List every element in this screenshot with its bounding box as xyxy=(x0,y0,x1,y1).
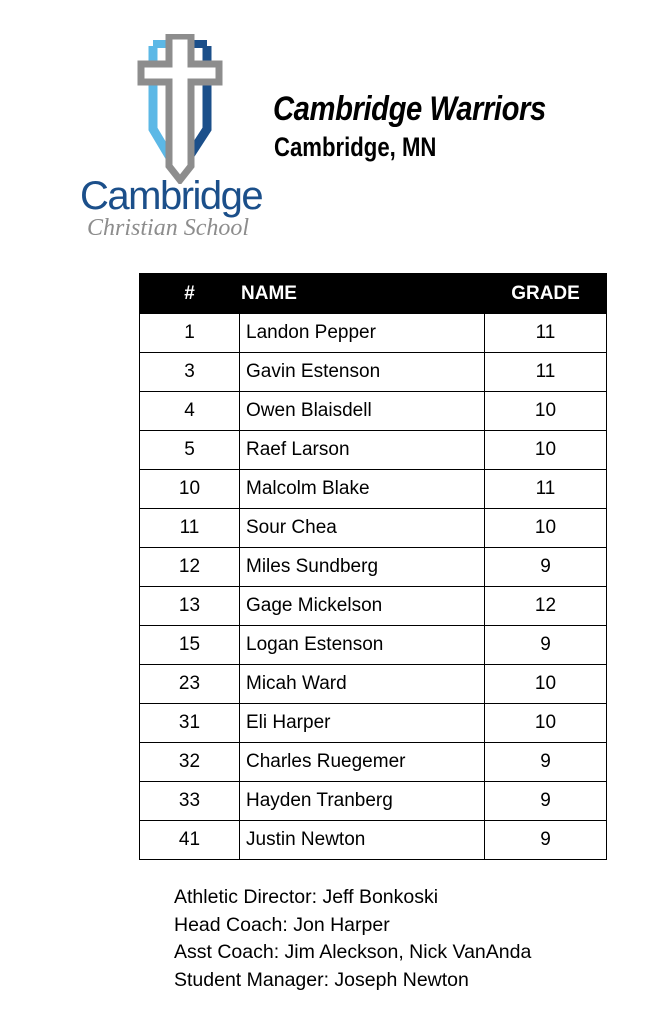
player-number: 10 xyxy=(140,470,240,509)
player-name: Miles Sundberg xyxy=(240,548,485,587)
player-name: Micah Ward xyxy=(240,665,485,704)
player-number: 32 xyxy=(140,743,240,782)
player-name: Charles Ruegemer xyxy=(240,743,485,782)
player-number: 31 xyxy=(140,704,240,743)
student-manager: Student Manager: Joseph Newton xyxy=(174,969,469,992)
player-name: Logan Estenson xyxy=(240,626,485,665)
player-grade: 10 xyxy=(485,509,607,548)
table-row xyxy=(140,821,607,860)
player-grade: 10 xyxy=(485,392,607,431)
athletic-director: Athletic Director: Jeff Bonkoski xyxy=(174,886,439,908)
player-number: 13 xyxy=(140,587,240,626)
player-number: 33 xyxy=(140,782,240,821)
table-row xyxy=(140,782,607,821)
player-number: 23 xyxy=(140,665,240,704)
player-grade: 9 xyxy=(485,782,607,821)
table-row xyxy=(140,431,607,470)
logo-wordmark: Cambridge xyxy=(80,174,263,218)
staff-list xyxy=(174,884,531,995)
table-row xyxy=(140,665,607,704)
player-name: Landon Pepper xyxy=(240,314,485,353)
player-name: Gage Mickelson xyxy=(240,587,485,626)
assistant-coaches: Asst Coach: Jim Aleckson, Nick VanAnda xyxy=(174,941,532,964)
roster-table xyxy=(139,273,607,860)
table-row xyxy=(140,743,607,782)
school-logo xyxy=(70,28,290,248)
player-grade: 9 xyxy=(485,548,607,587)
table-row xyxy=(140,626,607,665)
table-row xyxy=(140,509,607,548)
table-row xyxy=(140,704,607,743)
table-row xyxy=(140,548,607,587)
table-row xyxy=(140,314,607,353)
player-name: Justin Newton xyxy=(240,821,485,860)
player-number: 12 xyxy=(140,548,240,587)
table-row xyxy=(140,353,607,392)
player-name: Hayden Tranberg xyxy=(240,782,485,821)
cross-shield-icon xyxy=(125,34,235,184)
player-grade: 9 xyxy=(485,743,607,782)
player-name: Gavin Estenson xyxy=(240,353,485,392)
team-name: Cambridge Warriors xyxy=(273,90,546,128)
roster-header-row xyxy=(140,274,607,314)
player-number: 4 xyxy=(140,392,240,431)
player-number: 3 xyxy=(140,353,240,392)
player-grade: 10 xyxy=(485,431,607,470)
table-row xyxy=(140,587,607,626)
player-name: Owen Blaisdell xyxy=(240,392,485,431)
table-row xyxy=(140,470,607,509)
player-number: 15 xyxy=(140,626,240,665)
header-grade: GRADE xyxy=(485,274,607,314)
player-grade: 12 xyxy=(485,587,607,626)
player-number: 11 xyxy=(140,509,240,548)
player-name: Raef Larson xyxy=(240,431,485,470)
player-name: Eli Harper xyxy=(240,704,485,743)
team-location: Cambridge, MN xyxy=(274,132,437,162)
header-number: # xyxy=(140,274,240,314)
player-grade: 11 xyxy=(485,470,607,509)
player-name: Sour Chea xyxy=(240,509,485,548)
player-grade: 9 xyxy=(485,821,607,860)
logo-subtitle: Christian School xyxy=(87,215,250,241)
player-grade: 11 xyxy=(485,353,607,392)
player-name: Malcolm Blake xyxy=(240,470,485,509)
player-grade: 10 xyxy=(485,665,607,704)
player-number: 41 xyxy=(140,821,240,860)
player-grade: 11 xyxy=(485,314,607,353)
player-grade: 10 xyxy=(485,704,607,743)
head-coach: Head Coach: Jon Harper xyxy=(174,913,390,936)
player-number: 1 xyxy=(140,314,240,353)
table-row xyxy=(140,392,607,431)
player-grade: 9 xyxy=(485,626,607,665)
player-number: 5 xyxy=(140,431,240,470)
header-name: NAME xyxy=(240,274,485,314)
